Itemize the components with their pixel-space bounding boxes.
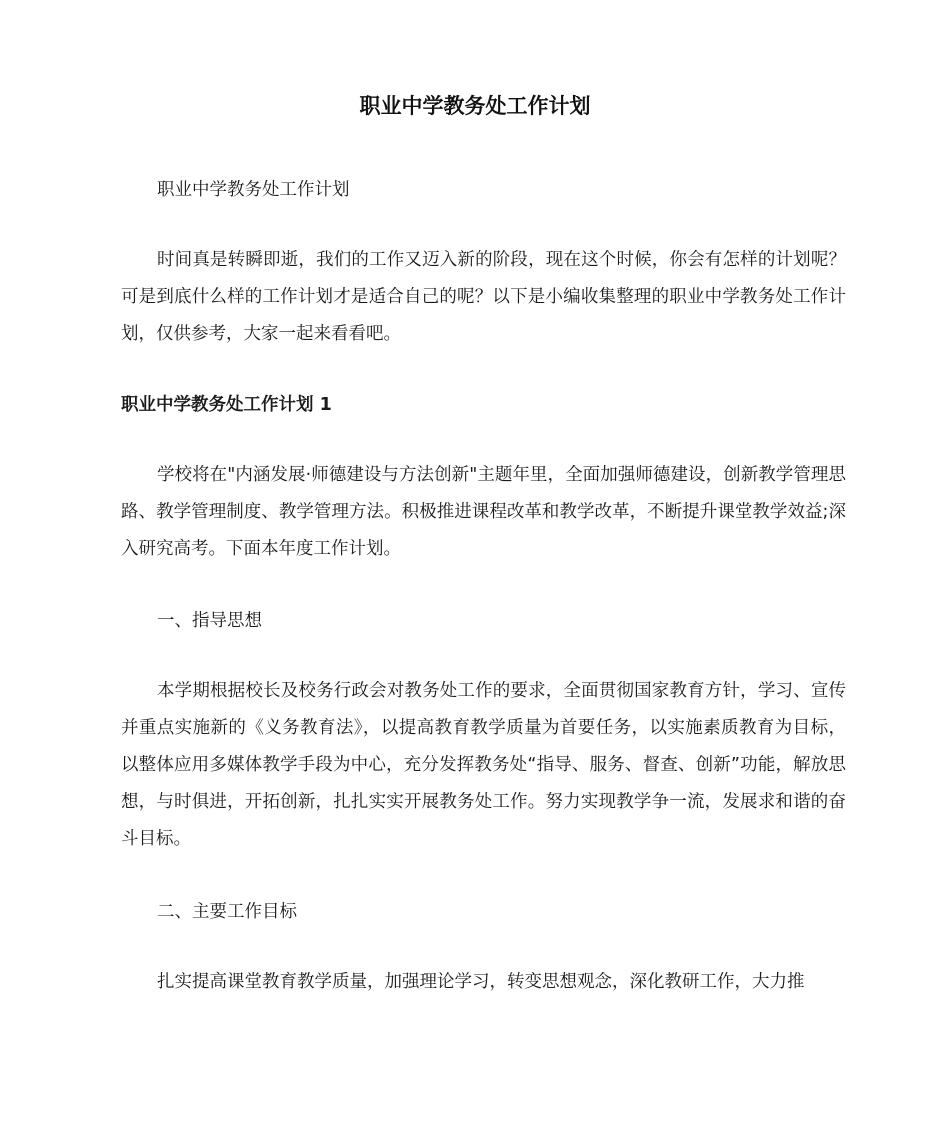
plan-1-overview-paragraph: 学校将在"内涵发展·师德建设与方法创新"主题年里，全面加强师德建设，创新教学管理思路、教学管理制度、教学管理方法。积极推进课程改革和教学改革，不断提升课堂教学效益;深入研究高考。下面本年度工作计划。: [121, 465, 846, 559]
guiding-ideology-paragraph: 本学期根据校长及校务行政会对教务处工作的要求，全面贯彻国家教育方针，学习、宣传并重点实施新的《义务教育法》，以提高教育教学质量为首要任务，以实施素质教育为目标，以整体应用多媒体教学手段为中心，充分发挥教务处“指导、服务、督查、创新”功能，解放思想，与时俱进，开拓创新，扎扎实实开展教务处工作。努力实现教学争一流，发展求和谐的奋斗目标。: [121, 681, 846, 849]
main-goals-paragraph: 扎实提高课堂教育教学质量，加强理论学习，转变思想观念，深化教研工作，大力推: [157, 972, 805, 992]
section-heading-plan-1: 职业中学教务处工作计划 1: [121, 395, 332, 415]
main-goals-heading: 二、主要工作目标: [157, 902, 297, 922]
guiding-ideology-heading: 一、指导思想: [157, 611, 262, 631]
subtitle-paragraph: 职业中学教务处工作计划: [157, 180, 350, 200]
document-title: 职业中学教务处工作计划: [359, 94, 591, 118]
intro-paragraph: 时间真是转瞬即逝，我们的工作又迈入新的阶段，现在这个时候，你会有怎样的计划呢？可是到底什么样的工作计划才是适合自己的呢？以下是小编收集整理的职业中学教务处工作计划，仅供参考，大家一起来看看吧。: [121, 250, 846, 344]
